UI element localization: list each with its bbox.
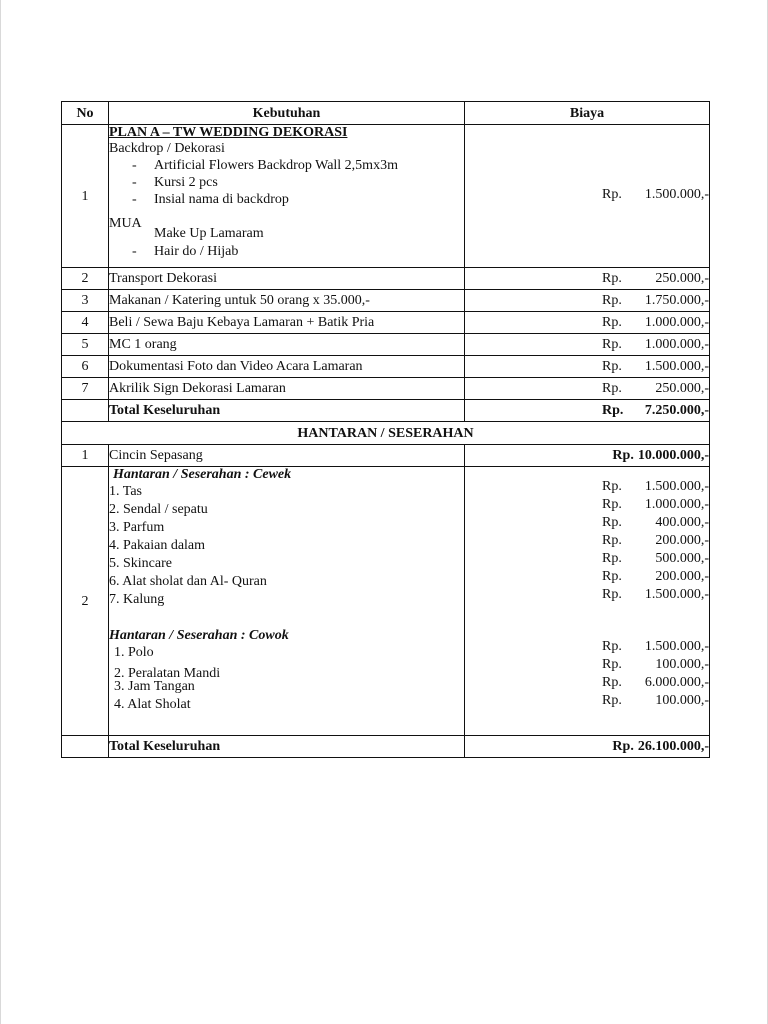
table-row [62, 290, 710, 312]
backdrop-label: Backdrop / Dekorasi [109, 141, 225, 156]
cost-value: Rp. 1.500.000,- [602, 479, 709, 494]
list-item: - Kursi 2 pcs [109, 174, 464, 191]
row-cost-cell [465, 312, 710, 334]
empty-cell [62, 736, 109, 758]
cost-amount: 1.000.000,- [644, 337, 709, 352]
header-kebutuhan: Kebutuhan [109, 102, 465, 125]
mua-label: MUA [109, 216, 142, 231]
cost-value: Rp. 1.500.000,- [602, 587, 709, 602]
section-title-row [62, 422, 710, 445]
total-row [62, 736, 710, 758]
list-item: 4. Alat Sholat [114, 697, 191, 712]
currency-label: Rp. [612, 448, 634, 463]
row-number: 2 [62, 268, 109, 290]
list-item: 2. Peralatan Mandi [114, 666, 221, 681]
cost-value: Rp. 400.000,- [602, 515, 709, 530]
cost-amount: 10.000.000,- [637, 448, 709, 463]
list-item: 6. Alat sholat dan Al- Quran [109, 574, 267, 589]
table-row [62, 356, 710, 378]
table-row [62, 312, 710, 334]
row-cost-cell [465, 334, 710, 356]
cost-value: Rp. 200.000,- [602, 533, 709, 548]
row-description: Akrilik Sign Dekorasi Lamaran [109, 378, 465, 400]
row-cost-cell [465, 356, 710, 378]
list-item: 3. Parfum [109, 520, 165, 535]
total-label: Total Keseluruhan [109, 400, 465, 422]
currency-label: Rp. [602, 293, 622, 308]
hantaran-cost-cell [465, 467, 710, 736]
cowok-title: Hantaran / Seserahan : Cowok [109, 628, 289, 643]
row-number: 6 [62, 356, 109, 378]
section-title: HANTARAN / SESERAHAN [62, 422, 710, 445]
list-item: 4. Pakaian dalam [109, 538, 206, 553]
header-biaya: Biaya [465, 102, 710, 125]
cewek-costs [465, 467, 709, 603]
mua-line [109, 208, 464, 241]
list-item: 7. Kalung [109, 592, 165, 607]
row-description: MC 1 orang [109, 334, 465, 356]
currency-label: Rp. [602, 403, 624, 418]
cost-value: Rp. 200.000,- [602, 569, 709, 584]
total-cost-cell [465, 736, 710, 758]
plan-a-row [62, 125, 710, 268]
list-item: 5. Skincare [109, 556, 172, 571]
row-cost-cell [465, 378, 710, 400]
plan-a-title: PLAN A – TW WEDDING DEKORASI [109, 125, 348, 140]
currency-label: Rp. [602, 186, 622, 202]
cost-amount: 1.000.000,- [644, 315, 709, 330]
table-row [62, 445, 710, 467]
table-row [62, 334, 710, 356]
row-number: 5 [62, 334, 109, 356]
currency-label: Rp. [612, 739, 634, 754]
hantaran-row [62, 467, 710, 736]
currency-label: Rp. [602, 359, 622, 374]
row-description: Cincin Sepasang [109, 445, 465, 467]
cost-amount: 250.000,- [655, 381, 709, 396]
currency-label: Rp. [602, 315, 622, 330]
cost-value: Rp. 500.000,- [602, 551, 709, 566]
empty-cell [62, 400, 109, 422]
row-number: 3 [62, 290, 109, 312]
cost-amount: 1.500.000,- [644, 359, 709, 374]
cost-value: Rp. 100.000,- [602, 693, 709, 708]
row-number: 4 [62, 312, 109, 334]
row-cost-cell [465, 290, 710, 312]
row-description: Beli / Sewa Baju Kebaya Lamaran + Batik Pria [109, 312, 465, 334]
row-description: Transport Dekorasi [109, 268, 465, 290]
currency-label: Rp. [602, 337, 622, 352]
list-item: 3. Jam Tangan [114, 679, 195, 694]
list-item: 2. Sendal / sepatu [109, 502, 208, 517]
plan-a-description [109, 125, 465, 268]
cost-value: Rp. 6.000.000,- [602, 675, 709, 690]
row-cost-cell [465, 268, 710, 290]
cost-amount: 250.000,- [655, 271, 709, 286]
header-no: No [62, 102, 109, 125]
row-number: 1 [62, 445, 109, 467]
row-number: 2 [62, 467, 109, 736]
total-cost-cell [465, 400, 710, 422]
list-item: - Hair do / Hijab [109, 243, 464, 260]
currency-label: Rp. [602, 381, 622, 396]
cost-value: Rp. 100.000,- [602, 657, 709, 672]
total-row [62, 400, 710, 422]
plan-a-cost-cell [465, 125, 710, 268]
page-left-edge [0, 0, 1, 1024]
row-description: Dokumentasi Foto dan Video Acara Lamaran [109, 356, 465, 378]
cost-amount: 1.500.000,- [644, 186, 709, 202]
list-item: 1. Tas [109, 484, 142, 499]
row-number: 7 [62, 378, 109, 400]
total-amount: 26.100.000,- [637, 739, 709, 754]
cewek-title: Hantaran / Seserahan : Cewek [113, 467, 292, 482]
cost-value [602, 186, 709, 203]
cowok-costs [465, 603, 709, 709]
cost-value: Rp. 1.000.000,- [602, 497, 709, 512]
currency-label: Rp. [602, 271, 622, 286]
cost-amount: 1.750.000,- [644, 293, 709, 308]
total-label: Total Keseluruhan [109, 736, 465, 758]
budget-table [61, 101, 710, 758]
row-number: 1 [62, 125, 109, 268]
table-header-row [62, 102, 710, 125]
list-item: - Insial nama di backdrop [109, 191, 464, 208]
table-row [62, 378, 710, 400]
list-item: - Artificial Flowers Backdrop Wall 2,5mx3m [109, 157, 464, 174]
total-amount: 7.250.000,- [644, 403, 709, 418]
hantaran-description [109, 467, 465, 736]
row-cost-cell [465, 445, 710, 467]
mua-first: Make Up Lamaram [154, 226, 264, 241]
row-description: Makanan / Katering untuk 50 orang x 35.000,- [109, 290, 465, 312]
table-row [62, 268, 710, 290]
cost-value: Rp. 1.500.000,- [602, 639, 709, 654]
list-item: 1. Polo [114, 645, 154, 660]
